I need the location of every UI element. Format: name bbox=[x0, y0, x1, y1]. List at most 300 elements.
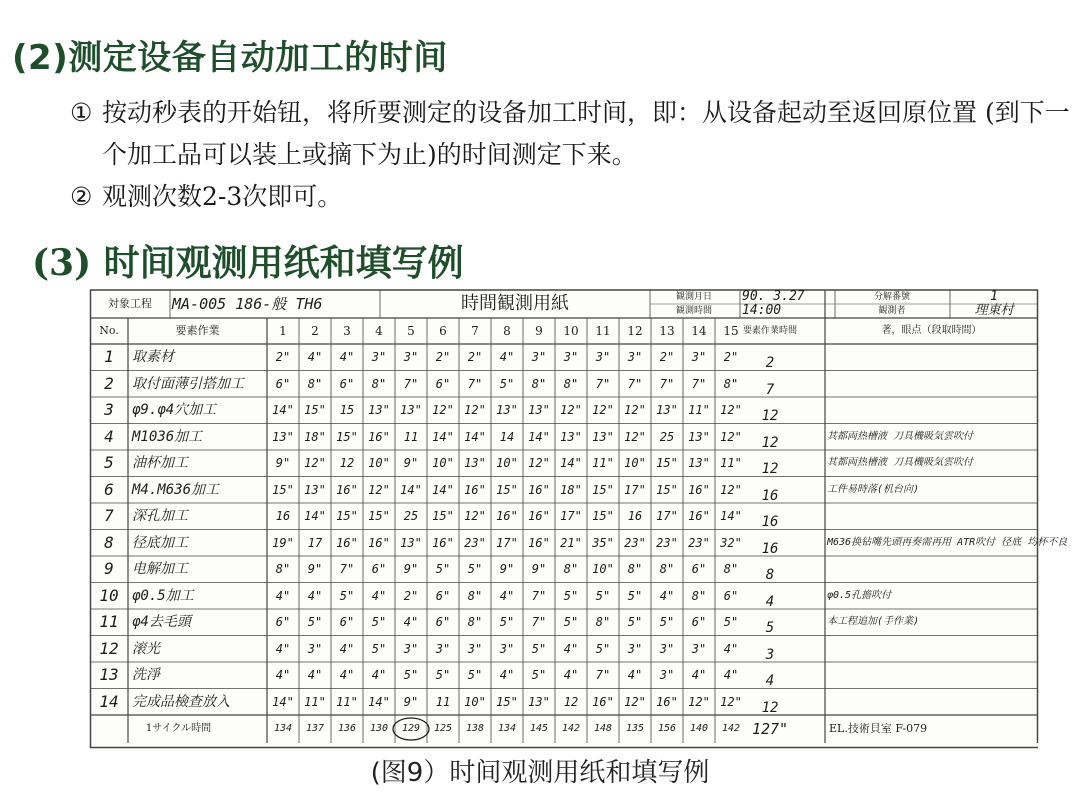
row-value: 10" bbox=[592, 562, 614, 576]
row-value: 4" bbox=[371, 668, 387, 682]
row-value: 13" bbox=[592, 429, 614, 444]
row-value: 35" bbox=[592, 535, 614, 550]
row-value: 16" bbox=[528, 535, 550, 550]
row-value: 17" bbox=[560, 509, 582, 523]
row-value: 7" bbox=[595, 376, 611, 391]
heading-number: (3) bbox=[32, 242, 104, 284]
row-note: 本工程追加(手作業) bbox=[827, 616, 920, 627]
row-value: 16" bbox=[496, 509, 518, 523]
row-value: 8" bbox=[659, 562, 675, 576]
row-element: φ0.5加工 bbox=[132, 587, 194, 604]
row-value: 6" bbox=[339, 615, 355, 629]
cycle-value: 134 bbox=[497, 723, 517, 734]
row-value: 12" bbox=[464, 509, 486, 523]
cycle-value: 142 bbox=[561, 723, 581, 734]
row-value: 12" bbox=[624, 429, 646, 444]
row-value: 3" bbox=[403, 641, 419, 656]
row-number: 13 bbox=[99, 665, 119, 684]
row-value: 12" bbox=[720, 694, 742, 709]
row-value: 7" bbox=[691, 376, 707, 391]
cycle-value: 140 bbox=[689, 723, 709, 734]
row-value: 4" bbox=[339, 641, 355, 656]
row-value: 13" bbox=[368, 403, 390, 417]
row-value: 11" bbox=[720, 456, 742, 470]
row-value: 5" bbox=[563, 588, 579, 603]
row-time: 16 bbox=[761, 514, 779, 530]
row-value: 5" bbox=[307, 615, 323, 629]
row-value: 16" bbox=[656, 694, 678, 709]
col-header-number: 9 bbox=[535, 324, 543, 338]
row-number: 6 bbox=[104, 479, 114, 499]
form-title: 時間観測用紙 bbox=[461, 293, 569, 314]
row-value: 5" bbox=[595, 641, 611, 656]
col-header-number: 8 bbox=[503, 324, 511, 338]
row-value: 2" bbox=[403, 588, 419, 603]
row-value: 5" bbox=[467, 562, 483, 576]
row-number: 7 bbox=[104, 506, 114, 525]
row-value: 10" bbox=[496, 456, 518, 470]
row-value: 14" bbox=[400, 482, 422, 497]
row-value: 18" bbox=[560, 482, 582, 497]
row-number: 3 bbox=[104, 400, 114, 419]
row-value: 8" bbox=[723, 376, 739, 391]
row-value: 5" bbox=[627, 588, 643, 603]
row-time: 12 bbox=[761, 699, 779, 716]
row-value: 13" bbox=[656, 403, 678, 417]
row-value: 17" bbox=[624, 482, 646, 497]
row-value: 5" bbox=[499, 376, 515, 391]
row-value: 8" bbox=[371, 376, 387, 391]
bullet-item bbox=[70, 92, 1070, 176]
bullet-item bbox=[70, 176, 1070, 218]
row-value: 25 bbox=[659, 429, 675, 444]
row-value: 14" bbox=[368, 694, 390, 709]
row-value: 13" bbox=[688, 456, 710, 470]
row-value: 17 bbox=[307, 535, 323, 550]
row-value: 13" bbox=[496, 403, 518, 417]
row-value: 32" bbox=[720, 535, 742, 550]
row-value: 6" bbox=[435, 588, 451, 603]
cycle-value: 137 bbox=[305, 723, 325, 734]
row-value: 17" bbox=[496, 535, 518, 550]
row-value: 5" bbox=[627, 615, 643, 629]
bullet-marker: ① bbox=[70, 98, 93, 127]
cycle-value: 125 bbox=[433, 723, 453, 734]
row-value: 3" bbox=[307, 641, 323, 656]
row-value: 4" bbox=[307, 668, 323, 682]
row-value: 16" bbox=[688, 482, 710, 497]
row-number: 9 bbox=[104, 559, 114, 578]
row-value: 13" bbox=[528, 403, 550, 417]
row-value: 4" bbox=[563, 641, 579, 656]
row-value: 12" bbox=[464, 403, 486, 417]
row-value: 6" bbox=[275, 376, 291, 391]
row-element: 取付面薄引搭加工 bbox=[132, 375, 244, 392]
col-header-number: 15 bbox=[723, 324, 739, 338]
row-value: 12" bbox=[432, 403, 454, 417]
row-value: 7" bbox=[403, 376, 419, 391]
row-value: 3" bbox=[691, 641, 707, 656]
row-value: 4" bbox=[339, 668, 355, 682]
row-note: 其都両热槽液 刀具機吸気雲吹付 bbox=[827, 430, 974, 442]
row-value: 13" bbox=[304, 482, 326, 497]
row-value: 14" bbox=[432, 429, 454, 444]
cycle-value: 145 bbox=[529, 723, 549, 734]
row-element: φ9.φ4穴加工 bbox=[132, 402, 217, 418]
row-number: 2 bbox=[104, 373, 114, 393]
row-value: 23" bbox=[656, 535, 678, 550]
row-time: 12 bbox=[761, 434, 779, 451]
col-header-number: 14 bbox=[691, 324, 707, 338]
row-value: 16" bbox=[368, 429, 390, 444]
row-value: 5" bbox=[723, 615, 739, 629]
row-value: 8" bbox=[691, 588, 707, 603]
col-header-number: 10 bbox=[563, 324, 579, 338]
row-value: 12" bbox=[688, 694, 710, 709]
row-element: M1036加工 bbox=[132, 428, 203, 445]
row-note: M636换钻嘴先頭再奏需再用 ATR吹付 径底 均杯不良 bbox=[827, 536, 1068, 548]
row-value: 6" bbox=[723, 588, 739, 603]
target-label: 対象工程 bbox=[108, 297, 152, 310]
row-time: 16 bbox=[761, 540, 779, 557]
row-value: 4" bbox=[563, 668, 579, 682]
row-value: 8" bbox=[595, 615, 611, 629]
row-value: 13" bbox=[560, 429, 582, 444]
row-value: 9" bbox=[275, 456, 291, 470]
heading-text: 时间观测用纸和填写例 bbox=[103, 243, 464, 284]
row-element: 深孔加工 bbox=[132, 508, 188, 524]
row-value: 25 bbox=[403, 509, 419, 523]
col-header-number: 5 bbox=[407, 324, 415, 338]
time-observation-form bbox=[90, 289, 1068, 748]
row-value: 6" bbox=[435, 376, 451, 391]
row-value: 11" bbox=[688, 403, 710, 417]
row-value: 11 bbox=[435, 694, 451, 709]
col-header-number: 11 bbox=[595, 324, 611, 338]
row-time: 5 bbox=[765, 620, 775, 636]
row-value: 13" bbox=[528, 694, 550, 709]
cycle-value: 129 bbox=[401, 723, 421, 734]
col-header-time: 要素作業時間 bbox=[742, 326, 797, 336]
row-value: 14" bbox=[432, 482, 454, 497]
row-value: 4" bbox=[275, 641, 291, 656]
row-value: 13" bbox=[688, 429, 710, 444]
row-time: 16 bbox=[761, 487, 779, 504]
row-value: 14" bbox=[528, 429, 550, 444]
bullet-list bbox=[70, 92, 1070, 218]
row-value: 8" bbox=[563, 562, 579, 576]
row-time: 12 bbox=[761, 408, 779, 424]
cycle-value: 142 bbox=[721, 723, 741, 734]
row-value: 8" bbox=[307, 376, 323, 391]
row-value: 16" bbox=[592, 694, 614, 709]
row-value: 15" bbox=[496, 694, 518, 709]
row-value: 16" bbox=[528, 482, 550, 497]
row-value: 5" bbox=[435, 668, 451, 682]
row-value: 3" bbox=[659, 668, 675, 682]
section-heading-3 bbox=[32, 235, 464, 286]
col-header-number: 13 bbox=[659, 324, 675, 338]
row-note: 其都両热槽液 刀具機吸気雲吹付 bbox=[827, 457, 974, 468]
target-value: MA-005 186-般 TH6 bbox=[172, 295, 323, 313]
row-value: 5" bbox=[435, 562, 451, 576]
row-value: 14" bbox=[304, 509, 326, 523]
time-value: 14:00 bbox=[742, 303, 782, 318]
row-value: 5" bbox=[339, 588, 355, 603]
row-value: 4" bbox=[627, 668, 643, 682]
row-value: 5" bbox=[659, 615, 675, 629]
row-value: 5" bbox=[531, 668, 547, 682]
row-value: 4" bbox=[499, 588, 515, 603]
row-value: 5" bbox=[467, 668, 483, 682]
row-value: 7" bbox=[627, 376, 643, 391]
row-value: 3" bbox=[435, 641, 451, 656]
row-value: 4" bbox=[275, 668, 291, 682]
row-value: 10" bbox=[624, 456, 646, 470]
row-element: 完成品檢查放入 bbox=[132, 693, 230, 710]
figure-caption: (图9）时间观测用纸和填写例 bbox=[370, 758, 710, 788]
row-value: 4" bbox=[371, 588, 387, 603]
row-value: 12" bbox=[720, 482, 742, 497]
row-value: 14" bbox=[464, 429, 486, 444]
row-value: 5" bbox=[371, 615, 387, 629]
row-value: 9" bbox=[307, 562, 323, 576]
analysis-value: 1 bbox=[990, 289, 998, 304]
row-value: 12" bbox=[624, 403, 646, 417]
row-value: 2" bbox=[435, 350, 451, 364]
cycle-value: 130 bbox=[369, 723, 389, 734]
row-value: 15" bbox=[336, 509, 358, 523]
date-value: 90. 3.27 bbox=[742, 289, 805, 304]
row-value: 3" bbox=[499, 641, 515, 656]
row-value: 4" bbox=[499, 350, 515, 364]
row-value: 3" bbox=[627, 350, 643, 364]
row-value: 15" bbox=[432, 509, 454, 523]
row-element: 取素材 bbox=[132, 349, 174, 365]
form-footer: EL.技術貝室 F-079 bbox=[829, 722, 928, 735]
bullet-text: 观测次数2-3次即可。 bbox=[102, 182, 343, 211]
section-heading-2: (2)测定设备自动加工的时间 bbox=[12, 38, 448, 78]
row-value: 7" bbox=[339, 562, 355, 576]
row-value: 16" bbox=[688, 509, 710, 523]
row-element: 洗淨 bbox=[132, 667, 160, 683]
row-value: 5" bbox=[403, 668, 419, 682]
row-element: 径底加工 bbox=[132, 534, 188, 551]
row-value: 4" bbox=[339, 350, 355, 364]
row-value: 7" bbox=[531, 588, 547, 603]
row-value: 7" bbox=[467, 376, 483, 391]
row-value: 8" bbox=[723, 562, 739, 576]
row-value: 2" bbox=[659, 350, 675, 364]
cycle-value: 134 bbox=[273, 723, 293, 734]
row-value: 18" bbox=[304, 429, 326, 444]
row-value: 13" bbox=[272, 429, 294, 444]
row-value: 12" bbox=[528, 456, 550, 470]
row-value: 23" bbox=[624, 535, 646, 550]
col-header-no: No. bbox=[99, 324, 119, 337]
col-header-number: 4 bbox=[375, 324, 383, 338]
row-number: 14 bbox=[99, 691, 119, 711]
row-number: 12 bbox=[99, 638, 119, 658]
row-number: 5 bbox=[104, 453, 114, 472]
row-value: 15" bbox=[656, 482, 678, 497]
row-value: 23" bbox=[688, 535, 710, 550]
row-time: 8 bbox=[765, 567, 775, 583]
row-value: 16" bbox=[336, 535, 358, 550]
row-value: 6" bbox=[435, 615, 451, 629]
row-note: 工件易時落(机台向) bbox=[827, 483, 920, 495]
row-value: 15" bbox=[336, 429, 358, 444]
row-value: 12 bbox=[563, 694, 579, 709]
row-time: 7 bbox=[765, 381, 775, 398]
row-value: 8" bbox=[563, 376, 579, 391]
row-value: 8" bbox=[275, 562, 291, 576]
bullet-marker: ② bbox=[70, 182, 93, 211]
row-value: 17" bbox=[656, 509, 678, 523]
cycle-total: 127" bbox=[751, 720, 789, 738]
row-value: 15" bbox=[592, 509, 614, 523]
row-value: 5" bbox=[595, 588, 611, 603]
row-number: 10 bbox=[99, 585, 119, 605]
row-value: 4" bbox=[275, 588, 291, 603]
row-value: 8" bbox=[627, 562, 643, 576]
row-value: 6" bbox=[339, 376, 355, 391]
row-value: 5" bbox=[531, 641, 547, 656]
row-value: 16" bbox=[464, 482, 486, 497]
row-value: 7" bbox=[531, 615, 547, 629]
col-header-number: 1 bbox=[279, 324, 287, 338]
row-value: 4" bbox=[403, 615, 419, 629]
row-number: 8 bbox=[104, 532, 114, 552]
row-value: 3" bbox=[563, 350, 579, 364]
row-value: 11" bbox=[336, 694, 358, 709]
row-value: 3" bbox=[627, 641, 643, 656]
row-value: 3" bbox=[467, 641, 483, 656]
row-value: 9" bbox=[403, 456, 419, 470]
row-value: 9" bbox=[499, 562, 515, 576]
row-number: 4 bbox=[104, 426, 114, 446]
cycle-value: 138 bbox=[465, 723, 485, 734]
row-time: 4 bbox=[765, 593, 775, 610]
row-value: 14 bbox=[499, 429, 515, 444]
row-value: 15" bbox=[592, 482, 614, 497]
row-value: 16" bbox=[432, 535, 454, 550]
col-header-number: 2 bbox=[311, 324, 319, 338]
row-element: 滚光 bbox=[132, 640, 160, 657]
row-value: 12" bbox=[304, 456, 326, 470]
row-value: 7" bbox=[659, 376, 675, 391]
row-value: 8" bbox=[467, 588, 483, 603]
row-value: 2" bbox=[467, 350, 483, 364]
row-value: 4" bbox=[659, 588, 675, 603]
row-element: M4.M636加工 bbox=[132, 481, 220, 498]
cycle-value: 148 bbox=[593, 723, 613, 734]
row-value: 15" bbox=[304, 403, 326, 417]
row-value: 4" bbox=[499, 668, 515, 682]
cycle-label: 1サイクル時間 bbox=[145, 723, 212, 734]
row-value: 10" bbox=[464, 694, 486, 709]
row-value: 10" bbox=[432, 456, 454, 470]
row-value: 15" bbox=[368, 509, 390, 523]
col-header-element: 要素作業 bbox=[175, 324, 220, 337]
row-value: 7" bbox=[595, 668, 611, 682]
row-value: 9" bbox=[403, 562, 419, 576]
row-value: 21" bbox=[560, 535, 582, 550]
bullet-text: 按动秒表的开始钮，将所要测定的设备加工时间，即：从设备起动至返回原位置 (到下一个加工品可以装上或摘下为止)的时间测定下来。 bbox=[102, 98, 1070, 169]
row-time: 12 bbox=[761, 461, 779, 477]
row-value: 4" bbox=[691, 668, 707, 682]
row-value: 15 bbox=[339, 403, 355, 417]
row-value: 10" bbox=[368, 456, 390, 470]
row-value: 12" bbox=[624, 694, 646, 709]
row-time: 4 bbox=[765, 673, 775, 689]
row-value: 2" bbox=[723, 350, 739, 364]
row-value: 6" bbox=[275, 615, 291, 629]
row-element: 油杯加工 bbox=[132, 455, 188, 471]
observer-value: 理東村 bbox=[974, 303, 1014, 318]
row-value: 14" bbox=[720, 509, 742, 523]
row-value: 4" bbox=[307, 350, 323, 364]
col-header-number: 3 bbox=[343, 324, 351, 338]
row-value: 12" bbox=[592, 403, 614, 417]
row-value: 3" bbox=[659, 641, 675, 656]
row-value: 3" bbox=[531, 350, 547, 364]
row-value: 5" bbox=[499, 615, 515, 629]
row-value: 8" bbox=[467, 615, 483, 629]
row-value: 12" bbox=[368, 482, 390, 497]
row-value: 14" bbox=[272, 403, 294, 417]
time-label: 観測時間 bbox=[675, 306, 712, 316]
row-value: 11" bbox=[304, 694, 326, 709]
row-number: 11 bbox=[99, 612, 119, 631]
row-value: 15" bbox=[272, 482, 294, 497]
row-time: 3 bbox=[765, 646, 775, 663]
row-value: 12" bbox=[560, 403, 582, 417]
date-label: 観測月日 bbox=[675, 292, 712, 302]
cycle-value: 156 bbox=[657, 723, 677, 734]
row-number: 1 bbox=[104, 347, 114, 366]
row-value: 3" bbox=[595, 350, 611, 364]
row-value: 8" bbox=[531, 376, 547, 391]
row-value: 12" bbox=[720, 403, 742, 417]
row-value: 14" bbox=[560, 456, 582, 470]
row-value: 5" bbox=[371, 641, 387, 656]
row-element: 电解加工 bbox=[132, 561, 188, 577]
row-value: 6" bbox=[691, 615, 707, 629]
row-value: 12" bbox=[720, 429, 742, 444]
row-value: 12 bbox=[339, 456, 355, 470]
row-value: 3" bbox=[403, 350, 419, 364]
row-value: 9" bbox=[531, 562, 547, 576]
row-value: 13" bbox=[400, 535, 422, 550]
row-value: 3" bbox=[691, 350, 707, 364]
row-element: φ4去毛頭 bbox=[132, 614, 191, 630]
col-header-number: 6 bbox=[439, 324, 447, 338]
row-value: 15" bbox=[496, 482, 518, 497]
col-header-number: 12 bbox=[627, 324, 643, 338]
row-value: 11" bbox=[592, 456, 614, 470]
row-value: 11 bbox=[403, 429, 419, 444]
row-value: 6" bbox=[691, 562, 707, 576]
observer-label: 観測者 bbox=[878, 306, 906, 316]
analysis-label: 分解番號 bbox=[873, 292, 910, 302]
row-time: 2 bbox=[765, 355, 775, 371]
row-value: 14" bbox=[272, 694, 294, 709]
row-value: 15" bbox=[656, 456, 678, 470]
row-value: 13" bbox=[464, 456, 486, 470]
row-value: 6" bbox=[371, 562, 387, 576]
row-value: 4" bbox=[307, 588, 323, 603]
